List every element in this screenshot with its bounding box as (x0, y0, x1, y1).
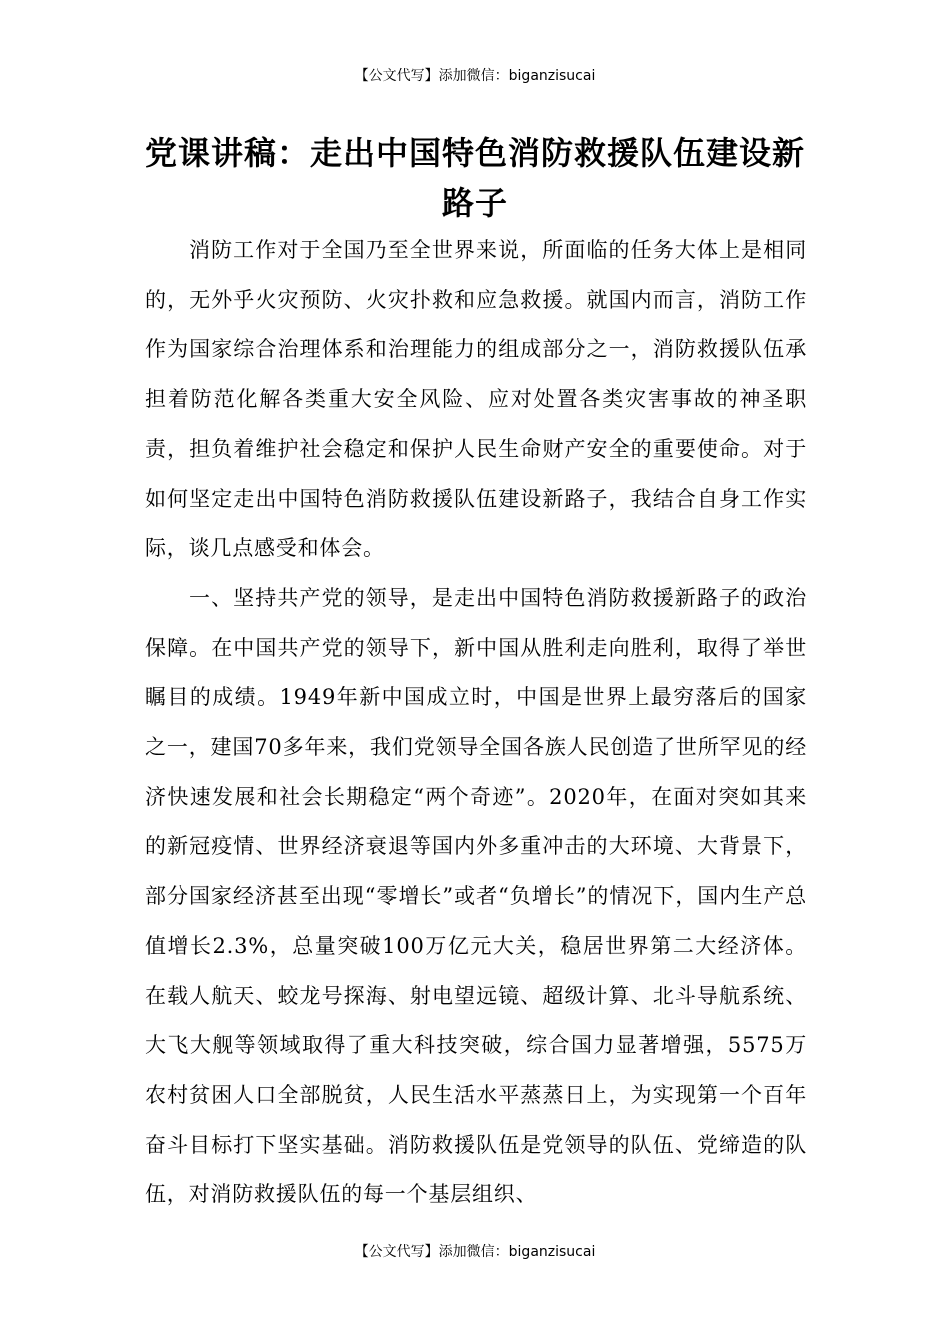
body-paragraph-intro: 消防工作对于全国乃至全世界来说，所面临的任务大体上是相同的，无外乎火灾预防、火灾扑救和应急救援。就国内而言，消防工作作为国家综合治理体系和治理能力的组成部分之一，消防救援队伍承担着防范化解各类重大安全风险、应对处置各类灾害事故的神圣职责，担负着维护社会稳定和保护人民生命财产安全的重要使命。对于如何坚定走出中国特色消防救援队伍建设新路子，我结合自身工作实际，谈几点感受和体会。 (145, 238, 807, 561)
document-body (145, 226, 807, 1220)
page-footer-note: 【公文代写】添加微信：biganzisucai (354, 1244, 596, 1260)
body-paragraph-section-one: 一、坚持共产党的领导，是走出中国特色消防救援新路子的政治保障。在中国共产党的领导下，新中国从胜利走向胜利，取得了举世瞩目的成绩。1949年新中国成立时，中国是世界上最穷落后的国家之一，建国70多年来，我们党领导全国各族人民创造了世所罕见的经济快速发展和社会长期稳定“两个奇迹”。2020年，在面对突如其来的新冠疫情、世界经济衰退等国内外多重冲击的大环境、大背景下，部分国家经济甚至出现“零增长”或者“负增长”的情况下，国内生产总值增长2.3%，总量突破100万亿元大关，稳居世界第二大经济体。在载人航天、蛟龙号探海、射电望远镜、超级计算、北斗导航系统、大飞大舰等领域取得了重大科技突破，综合国力显著增强，5575万农村贫困人口全部脱贫，人民生活水平蒸蒸日上，为实现第一个百年奋斗目标打下坚实基础。消防救援队伍是党领导的队伍、党缔造的队伍，对消防救援队伍的每一个基层组织、 (145, 585, 807, 1207)
document-title: 党课讲稿：走出中国特色消防救援队伍建设新路子 (144, 134, 805, 222)
page-header-note: 【公文代写】添加微信：biganzisucai (354, 68, 596, 84)
